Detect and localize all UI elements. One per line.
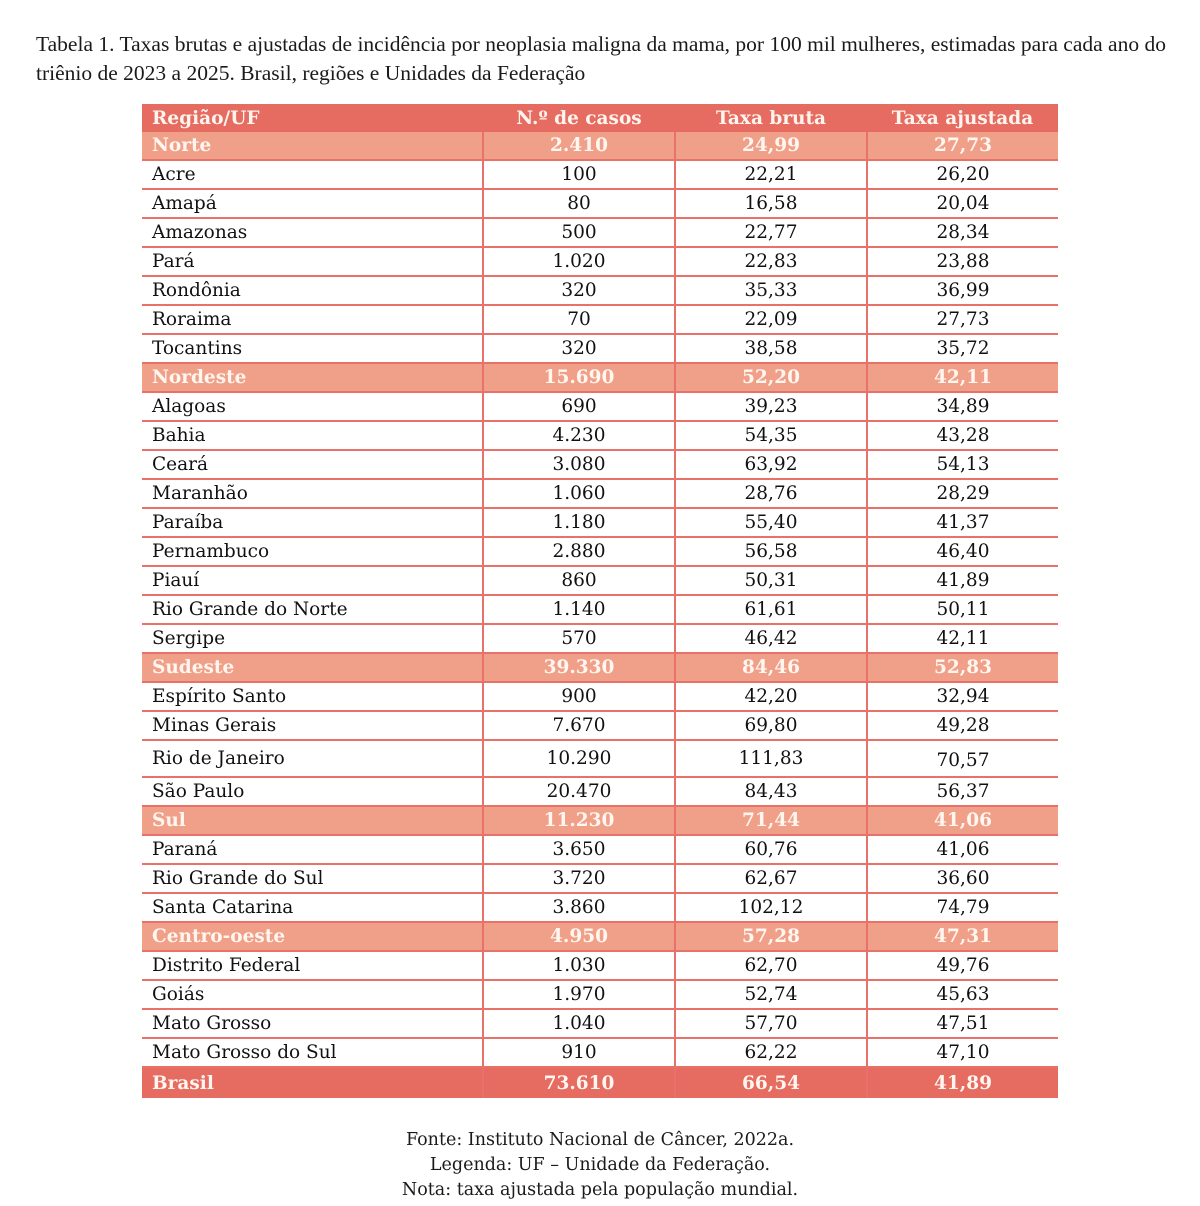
cell-adjusted-rate: 41,89	[867, 566, 1058, 595]
legend-note: Legenda: UF – Unidade da Federação.	[429, 1155, 771, 1175]
cell-name: Mato Grosso	[142, 1009, 483, 1038]
cell-cases: 3.080	[483, 450, 675, 479]
cell-name: Sergipe	[142, 624, 483, 653]
cell-cases: 690	[483, 392, 675, 421]
cell-adjusted-rate: 35,72	[867, 334, 1058, 363]
cell-cases: 1.040	[483, 1009, 675, 1038]
cell-cases: 1.140	[483, 595, 675, 624]
cell-cases: 3.650	[483, 835, 675, 864]
table-row	[142, 276, 1058, 305]
cell-cases: 4.230	[483, 421, 675, 450]
table-row	[142, 160, 1058, 189]
cell-adjusted-rate: 52,83	[867, 653, 1058, 682]
region-row	[142, 653, 1058, 682]
cell-cases: 3.720	[483, 864, 675, 893]
cell-adjusted-rate: 34,89	[867, 392, 1058, 421]
cell-name: Sul	[142, 806, 483, 835]
cell-cases: 320	[483, 334, 675, 363]
cell-cases: 860	[483, 566, 675, 595]
cell-name: Paraíba	[142, 508, 483, 537]
table-row	[142, 421, 1058, 450]
cell-name: Sudeste	[142, 653, 483, 682]
table-row	[142, 392, 1058, 421]
incidence-table	[142, 104, 1058, 1098]
cell-cases: 1.970	[483, 980, 675, 1009]
cell-adjusted-rate: 42,11	[867, 624, 1058, 653]
cell-adjusted-rate: 70,57	[867, 740, 1058, 777]
cell-name: Acre	[142, 160, 483, 189]
cell-name: Amapá	[142, 189, 483, 218]
cell-adjusted-rate: 41,06	[867, 835, 1058, 864]
cell-cases: 570	[483, 624, 675, 653]
cell-adjusted-rate: 20,04	[867, 189, 1058, 218]
table-row	[142, 864, 1058, 893]
cell-crude-rate: 39,23	[675, 392, 867, 421]
region-row	[142, 132, 1058, 160]
cell-crude-rate: 57,28	[675, 922, 867, 951]
cell-crude-rate: 46,42	[675, 624, 867, 653]
cell-adjusted-rate: 74,79	[867, 893, 1058, 922]
cell-adjusted-rate: 32,94	[867, 682, 1058, 711]
table-row	[142, 740, 1058, 777]
cell-name: Espírito Santo	[142, 682, 483, 711]
cell-name: Norte	[142, 132, 483, 160]
cell-adjusted-rate: 41,37	[867, 508, 1058, 537]
cell-adjusted-rate: 46,40	[867, 537, 1058, 566]
cell-name: Rio Grande do Norte	[142, 595, 483, 624]
cell-adjusted-rate: 36,99	[867, 276, 1058, 305]
cell-crude-rate: 102,12	[675, 893, 867, 922]
cell-crude-rate: 52,74	[675, 980, 867, 1009]
cell-cases: 100	[483, 160, 675, 189]
cell-cases: 73.610	[483, 1067, 675, 1098]
cell-adjusted-rate: 41,89	[867, 1067, 1058, 1098]
cell-crude-rate: 62,22	[675, 1038, 867, 1067]
region-row	[142, 806, 1058, 835]
cell-crude-rate: 111,83	[675, 740, 867, 777]
cell-cases: 3.860	[483, 893, 675, 922]
cell-crude-rate: 56,58	[675, 537, 867, 566]
table-row	[142, 537, 1058, 566]
table-row	[142, 334, 1058, 363]
cell-cases: 10.290	[483, 740, 675, 777]
cell-cases: 1.060	[483, 479, 675, 508]
cell-name: Piauí	[142, 566, 483, 595]
cell-adjusted-rate: 50,11	[867, 595, 1058, 624]
cell-name: Alagoas	[142, 392, 483, 421]
cell-adjusted-rate: 27,73	[867, 305, 1058, 334]
cell-cases: 80	[483, 189, 675, 218]
table-row	[142, 624, 1058, 653]
table-row	[142, 777, 1058, 806]
cell-cases: 20.470	[483, 777, 675, 806]
cell-adjusted-rate: 36,60	[867, 864, 1058, 893]
table-row	[142, 305, 1058, 334]
cell-adjusted-rate: 47,31	[867, 922, 1058, 951]
cell-crude-rate: 52,20	[675, 363, 867, 392]
cell-name: Brasil	[142, 1067, 483, 1098]
cell-cases: 1.180	[483, 508, 675, 537]
cell-adjusted-rate: 26,20	[867, 160, 1058, 189]
cell-crude-rate: 50,31	[675, 566, 867, 595]
cell-name: Nordeste	[142, 363, 483, 392]
cell-name: Ceará	[142, 450, 483, 479]
cell-cases: 11.230	[483, 806, 675, 835]
cell-crude-rate: 24,99	[675, 132, 867, 160]
cell-crude-rate: 22,21	[675, 160, 867, 189]
cell-adjusted-rate: 28,34	[867, 218, 1058, 247]
cell-name: Maranhão	[142, 479, 483, 508]
cell-name: Goiás	[142, 980, 483, 1009]
cell-name: Bahia	[142, 421, 483, 450]
table-footer	[0, 1128, 1200, 1203]
header-crude-rate: Taxa bruta	[675, 104, 867, 132]
cell-adjusted-rate: 49,28	[867, 711, 1058, 740]
cell-crude-rate: 22,77	[675, 218, 867, 247]
cell-crude-rate: 35,33	[675, 276, 867, 305]
cell-name: Amazonas	[142, 218, 483, 247]
cell-cases: 320	[483, 276, 675, 305]
cell-name: Tocantins	[142, 334, 483, 363]
cell-name: Paraná	[142, 835, 483, 864]
cell-crude-rate: 69,80	[675, 711, 867, 740]
cell-cases: 70	[483, 305, 675, 334]
cell-crude-rate: 38,58	[675, 334, 867, 363]
table-row	[142, 450, 1058, 479]
header-region-uf: Região/UF	[142, 104, 483, 132]
cell-cases: 900	[483, 682, 675, 711]
cell-crude-rate: 84,43	[675, 777, 867, 806]
method-note: Nota: taxa ajustada pela população mundial.	[401, 1180, 799, 1200]
cell-adjusted-rate: 54,13	[867, 450, 1058, 479]
cell-crude-rate: 57,70	[675, 1009, 867, 1038]
cell-cases: 2.410	[483, 132, 675, 160]
cell-name: Minas Gerais	[142, 711, 483, 740]
cell-adjusted-rate: 23,88	[867, 247, 1058, 276]
cell-adjusted-rate: 47,51	[867, 1009, 1058, 1038]
table-row	[142, 566, 1058, 595]
cell-name: Rio de Janeiro	[142, 740, 483, 777]
cell-adjusted-rate: 49,76	[867, 951, 1058, 980]
cell-crude-rate: 55,40	[675, 508, 867, 537]
table-row	[142, 711, 1058, 740]
table-row	[142, 595, 1058, 624]
cell-name: São Paulo	[142, 777, 483, 806]
cell-crude-rate: 16,58	[675, 189, 867, 218]
cell-crude-rate: 62,70	[675, 951, 867, 980]
cell-name: Pará	[142, 247, 483, 276]
cell-crude-rate: 61,61	[675, 595, 867, 624]
cell-crude-rate: 71,44	[675, 806, 867, 835]
source-note: Fonte: Instituto Nacional de Câncer, 2022a.	[405, 1130, 795, 1150]
cell-crude-rate: 28,76	[675, 479, 867, 508]
cell-adjusted-rate: 56,37	[867, 777, 1058, 806]
cell-name: Mato Grosso do Sul	[142, 1038, 483, 1067]
cell-adjusted-rate: 43,28	[867, 421, 1058, 450]
cell-cases: 910	[483, 1038, 675, 1067]
cell-cases: 500	[483, 218, 675, 247]
cell-name: Pernambuco	[142, 537, 483, 566]
table-row	[142, 247, 1058, 276]
table-header-row	[142, 104, 1058, 132]
table-row	[142, 479, 1058, 508]
cell-adjusted-rate: 42,11	[867, 363, 1058, 392]
cell-crude-rate: 22,83	[675, 247, 867, 276]
table-row	[142, 893, 1058, 922]
cell-adjusted-rate: 28,29	[867, 479, 1058, 508]
cell-name: Centro-oeste	[142, 922, 483, 951]
table-caption: Tabela 1. Taxas brutas e ajustadas de incidência por neoplasia maligna da mama, por 100 mil mulheres, estimadas para cada ano do triênio de 2023 a 2025. Brasil, regiões e Unidades da Federação	[36, 32, 1166, 85]
cell-name: Roraima	[142, 305, 483, 334]
cell-name: Rio Grande do Sul	[142, 864, 483, 893]
cell-crude-rate: 60,76	[675, 835, 867, 864]
cell-crude-rate: 63,92	[675, 450, 867, 479]
table-row	[142, 951, 1058, 980]
table-row	[142, 835, 1058, 864]
cell-cases: 15.690	[483, 363, 675, 392]
cell-crude-rate: 66,54	[675, 1067, 867, 1098]
table-row	[142, 508, 1058, 537]
header-cases: N.º de casos	[483, 104, 675, 132]
cell-adjusted-rate: 41,06	[867, 806, 1058, 835]
region-row	[142, 363, 1058, 392]
cell-crude-rate: 62,67	[675, 864, 867, 893]
cell-cases: 1.020	[483, 247, 675, 276]
cell-adjusted-rate: 45,63	[867, 980, 1058, 1009]
cell-cases: 1.030	[483, 951, 675, 980]
cell-name: Distrito Federal	[142, 951, 483, 980]
cell-adjusted-rate: 47,10	[867, 1038, 1058, 1067]
table-body	[142, 132, 1058, 1098]
cell-adjusted-rate: 27,73	[867, 132, 1058, 160]
cell-crude-rate: 84,46	[675, 653, 867, 682]
cell-cases: 7.670	[483, 711, 675, 740]
cell-name: Rondônia	[142, 276, 483, 305]
header-adjusted-rate: Taxa ajustada	[867, 104, 1058, 132]
table-row	[142, 682, 1058, 711]
cell-crude-rate: 22,09	[675, 305, 867, 334]
table-row	[142, 980, 1058, 1009]
cell-crude-rate: 42,20	[675, 682, 867, 711]
region-row	[142, 922, 1058, 951]
table-row	[142, 1038, 1058, 1067]
table-row	[142, 218, 1058, 247]
cell-crude-rate: 54,35	[675, 421, 867, 450]
table-row	[142, 189, 1058, 218]
total-row	[142, 1067, 1058, 1098]
table-row	[142, 1009, 1058, 1038]
cell-cases: 2.880	[483, 537, 675, 566]
cell-name: Santa Catarina	[142, 893, 483, 922]
cell-cases: 4.950	[483, 922, 675, 951]
cell-cases: 39.330	[483, 653, 675, 682]
